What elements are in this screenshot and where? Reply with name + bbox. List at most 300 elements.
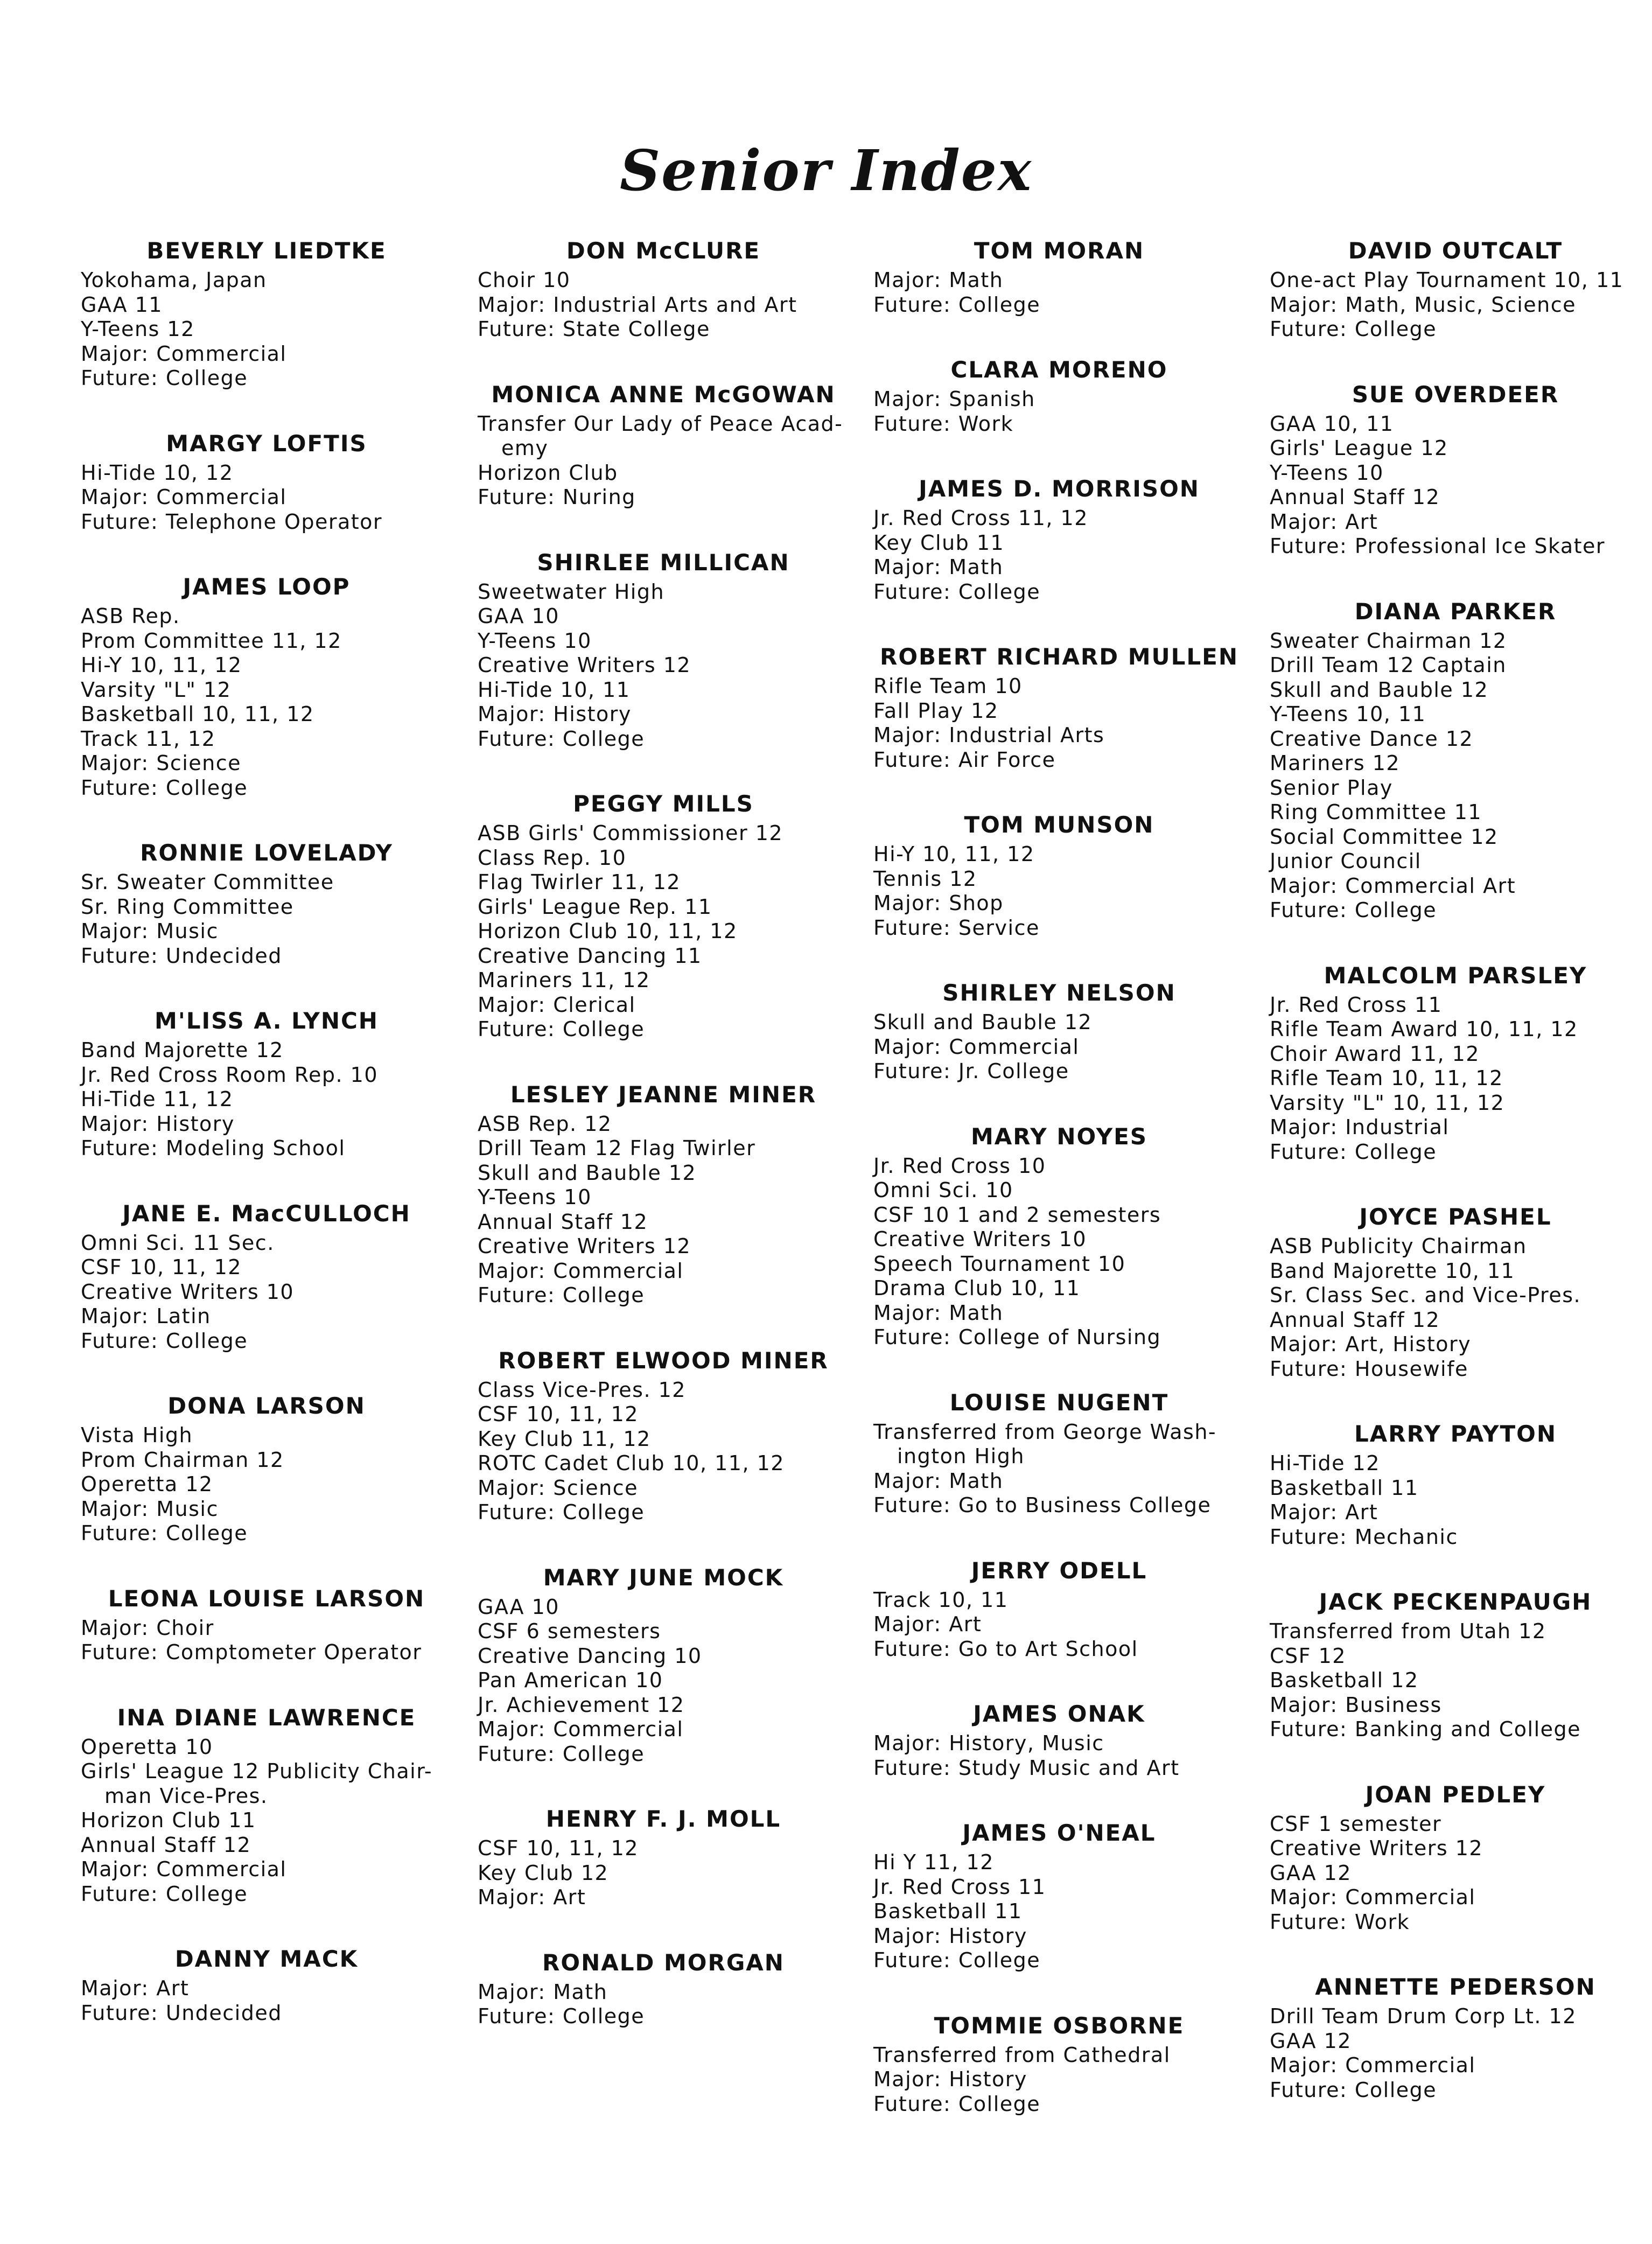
activity-line: Sweetwater High: [478, 579, 665, 604]
activity-line: Major: Commercial: [81, 485, 287, 509]
activity-line: Operetta 10: [81, 1735, 213, 1759]
activity-line: Mariners 11, 12: [478, 968, 650, 992]
senior-name: MARGY LOFTIS: [166, 430, 367, 457]
activity-line: Sr. Ring Committee: [81, 894, 294, 919]
senior-entry: [1270, 961, 1641, 1165]
activity-line: Creative Dancing 11: [478, 943, 702, 968]
senior-name: RONALD MORGAN: [542, 1949, 785, 1976]
activity-line: Hi-Y 10, 11, 12: [81, 653, 242, 677]
activity-line: Omni Sci. 11 Sec.: [81, 1231, 275, 1255]
activity-line: Future: Banking and College: [1270, 1717, 1581, 1741]
activity-line: Future: Professional Ice Skater: [1270, 534, 1606, 558]
senior-activities: [81, 1038, 452, 1161]
activity-line: Y-Teens 10: [478, 1185, 592, 1209]
activity-line: Future: Work: [1270, 1910, 1410, 1934]
activity-line: Creative Writers 10: [81, 1280, 295, 1304]
index-column-4: [1270, 236, 1641, 2102]
senior-entry: [873, 810, 1245, 940]
senior-entry: [81, 1584, 452, 1665]
activity-line: Band Majorette 12: [81, 1038, 284, 1062]
activity-line: Horizon Club 11: [81, 1808, 256, 1832]
senior-activities: [1270, 629, 1641, 923]
activity-line: Future: Jr. College: [873, 1059, 1069, 1083]
activity-line: Future: College: [81, 775, 248, 800]
activity-line: Future: Comptometer Operator: [81, 1640, 422, 1664]
activity-line: Hi-Y 10, 11, 12: [873, 842, 1035, 866]
activity-line: Major: Spanish: [873, 387, 1035, 411]
activity-line: Future: College of Nursing: [873, 1325, 1161, 1349]
activity-line: Mariners 12: [1270, 751, 1401, 775]
senior-name: LARRY PAYTON: [1354, 1421, 1557, 1447]
senior-name: HENRY F. J. MOLL: [545, 1806, 781, 1832]
activity-line: Future: College: [81, 1329, 248, 1353]
senior-entry: [1270, 1419, 1641, 1549]
activity-line: ington High: [897, 1444, 1025, 1468]
activity-line: Transferred from George Wash-: [873, 1420, 1217, 1444]
activity-line: man Vice-Pres.: [104, 1784, 268, 1808]
activity-line: Basketball 10, 11, 12: [81, 702, 314, 726]
activity-line: GAA 11: [81, 292, 163, 317]
senior-activities: [81, 870, 452, 968]
senior-entry: [1270, 1587, 1641, 1742]
activity-line: Major: Math, Music, Science: [1270, 292, 1577, 317]
senior-name: DANNY MACK: [174, 1946, 359, 1972]
activity-line: Drill Team 12 Flag Twirler: [478, 1136, 756, 1160]
senior-name: TOM MORAN: [974, 237, 1145, 264]
senior-name: DON McCLURE: [566, 237, 761, 264]
activity-line: Future: College: [873, 1948, 1041, 1972]
senior-entry: [1270, 236, 1641, 342]
activity-line: Major: Art: [873, 1612, 982, 1636]
senior-activities: [81, 604, 452, 800]
activity-line: Class Vice-Pres. 12: [478, 1378, 686, 1402]
activity-line: ASB Rep. 12: [478, 1111, 612, 1136]
activity-line: Rifle Team Award 10, 11, 12: [1270, 1017, 1578, 1041]
senior-activities: [478, 1378, 849, 1525]
activity-line: Major: Art, History: [1270, 1332, 1472, 1356]
senior-name: MARY JUNE MOCK: [543, 1564, 784, 1591]
senior-name: RONNIE LOVELADY: [140, 840, 393, 866]
senior-name: JANE E. MacCULLOCH: [122, 1200, 411, 1227]
activity-line: Annual Staff 12: [1270, 1308, 1440, 1332]
senior-activities: [81, 1616, 452, 1665]
activity-line: Future: College: [873, 2092, 1041, 2116]
activity-line: Major: Commercial: [873, 1034, 1080, 1059]
activity-line: Key Club 11: [873, 530, 1005, 555]
activity-line: Senior Play: [1270, 775, 1393, 800]
activity-line: Major: History, Music: [873, 1731, 1104, 1755]
activity-line: Future: Telephone Operator: [81, 509, 383, 534]
senior-activities: [1270, 2004, 1641, 2102]
senior-activities: [81, 1423, 452, 1546]
activity-line: Operetta 12: [81, 1472, 213, 1496]
senior-entry: [873, 978, 1245, 1084]
activity-line: Future: College: [478, 1017, 645, 1041]
activity-line: Future: College: [478, 1742, 645, 1766]
activity-line: CSF 12: [1270, 1644, 1346, 1668]
senior-entry: [478, 380, 849, 510]
senior-entry: [478, 1346, 849, 1525]
activity-line: Creative Writers 12: [478, 1234, 691, 1258]
activity-line: Y-Teens 10: [478, 628, 592, 653]
activity-line: Horizon Club 10, 11, 12: [478, 919, 738, 943]
senior-activities: [873, 1850, 1245, 1973]
activity-line: Major: History: [873, 2067, 1027, 2091]
activity-line: CSF 1 semester: [1270, 1812, 1442, 1836]
senior-activities: [873, 1010, 1245, 1084]
activity-line: Major: Choir: [81, 1616, 214, 1640]
activity-line: Future: College: [873, 292, 1041, 317]
senior-name: SHIRLEE MILLICAN: [537, 549, 790, 576]
activity-line: Major: Commercial: [1270, 2053, 1476, 2077]
activity-line: Major: Art: [1270, 1500, 1378, 1524]
activity-line: Future: Go to Art School: [873, 1637, 1138, 1661]
senior-activities: [81, 461, 452, 535]
activity-line: Horizon Club: [478, 460, 618, 485]
senior-activities: [1270, 1619, 1641, 1742]
senior-activities: [1270, 993, 1641, 1165]
senior-name: JOYCE PASHEL: [1359, 1204, 1552, 1230]
activity-line: Future: College: [81, 366, 248, 390]
activity-line: Sr. Class Sec. and Vice-Pres.: [1270, 1283, 1581, 1307]
senior-activities: [1270, 1451, 1641, 1549]
senior-activities: [873, 268, 1245, 317]
activity-line: Hi-Tide 10, 11: [478, 677, 631, 702]
senior-activities: [1270, 268, 1641, 342]
activity-line: Hi-Tide 10, 12: [81, 460, 234, 485]
senior-activities: [1270, 1812, 1641, 1935]
activity-line: GAA 10: [478, 1595, 559, 1619]
activity-line: Track 11, 12: [81, 726, 216, 751]
senior-activities: [1270, 412, 1641, 559]
activity-line: ASB Girls' Commissioner 12: [478, 821, 783, 845]
activity-line: Yokohama, Japan: [81, 268, 267, 292]
senior-entry: [81, 838, 452, 968]
senior-entry: [873, 1556, 1245, 1662]
activity-line: Girls' League Rep. 11: [478, 894, 712, 919]
senior-entry: [873, 1818, 1245, 1973]
activity-line: Major: Commercial: [81, 1857, 287, 1881]
index-column-1: [81, 236, 452, 2025]
senior-name: SUE OVERDEER: [1352, 381, 1559, 408]
senior-name: INA DIANE LAWRENCE: [117, 1704, 416, 1731]
activity-line: Varsity "L" 10, 11, 12: [1270, 1090, 1505, 1115]
page-title: Senior Index: [620, 137, 1032, 204]
senior-activities: [478, 268, 849, 342]
activity-line: Social Committee 12: [1270, 824, 1499, 849]
senior-entry: [873, 2011, 1245, 2117]
activity-line: Major: Latin: [81, 1304, 211, 1328]
senior-activities: [81, 1976, 452, 2025]
activity-line: Future: Study Music and Art: [873, 1756, 1180, 1780]
activity-line: Major: Science: [478, 1476, 639, 1500]
senior-entry: [1270, 1972, 1641, 2102]
activity-line: Future: College: [81, 1521, 248, 1545]
activity-line: Future: Nuring: [478, 485, 636, 509]
activity-line: Band Majorette 10, 11: [1270, 1259, 1515, 1283]
activity-line: Future: College: [478, 1283, 645, 1307]
senior-entry: [81, 1944, 452, 2025]
senior-activities: [81, 268, 452, 391]
activity-line: Future: College: [1270, 898, 1437, 922]
senior-name: MONICA ANNE McGOWAN: [491, 381, 836, 408]
senior-name: ROBERT ELWOOD MINER: [498, 1347, 829, 1374]
activity-line: Transfer Our Lady of Peace Acad-: [478, 411, 843, 436]
activity-line: Jr. Red Cross Room Rep. 10: [81, 1062, 379, 1087]
senior-activities: [478, 412, 849, 510]
activity-line: Pan American 10: [478, 1668, 663, 1692]
activity-line: Track 10, 11: [873, 1588, 1009, 1612]
activity-line: Major: History: [81, 1111, 235, 1136]
activity-line: Major: Science: [81, 751, 242, 775]
activity-line: Creative Dance 12: [1270, 726, 1474, 751]
senior-name: TOM MUNSON: [964, 812, 1154, 838]
activity-line: Major: Clerical: [478, 992, 636, 1017]
senior-entry: [478, 1948, 849, 2029]
senior-name: CLARA MORENO: [950, 356, 1168, 383]
senior-activities: [81, 1735, 452, 1907]
senior-name: MARY NOYES: [970, 1123, 1148, 1150]
activity-line: Future: Undecided: [81, 943, 282, 968]
activity-line: Future: Service: [873, 915, 1040, 940]
senior-activities: [81, 1231, 452, 1354]
senior-name: ANNETTE PEDERSON: [1315, 1974, 1596, 2000]
senior-activities: [873, 842, 1245, 940]
activity-line: Major: Commercial: [81, 341, 287, 366]
activity-line: Annual Staff 12: [1270, 485, 1440, 509]
senior-entry: [478, 789, 849, 1042]
activity-line: Girls' League 12: [1270, 436, 1448, 460]
activity-line: Rifle Team 10: [873, 674, 1023, 698]
activity-line: Major: History: [873, 1924, 1027, 1948]
activity-line: Major: Industrial: [1270, 1115, 1450, 1139]
senior-name: DIANA PARKER: [1354, 598, 1557, 625]
senior-entry: [478, 1563, 849, 1767]
senior-activities: [873, 674, 1245, 772]
senior-entry: [478, 1080, 849, 1308]
senior-name: LEONA LOUISE LARSON: [108, 1585, 425, 1612]
index-column-3: [873, 236, 1245, 2116]
senior-name: JAMES D. MORRISON: [919, 476, 1200, 502]
activity-line: GAA 12: [1270, 2029, 1352, 2053]
senior-entry: [1270, 1780, 1641, 1935]
senior-activities: [873, 1731, 1245, 1780]
senior-entry: [1270, 597, 1641, 923]
senior-entry: [873, 642, 1245, 772]
activity-line: Major: Music: [81, 1497, 219, 1521]
activity-line: Future: College: [873, 579, 1041, 604]
activity-line: Major: Business: [1270, 1693, 1442, 1717]
activity-line: Choir 10: [478, 268, 571, 292]
activity-line: Future: College: [81, 1882, 248, 1906]
activity-line: Prom Committee 11, 12: [81, 628, 342, 653]
activity-line: Major: Industrial Arts and Art: [478, 292, 797, 317]
activity-line: Creative Writers 12: [478, 653, 691, 677]
senior-activities: [873, 506, 1245, 604]
activity-line: Major: Math: [873, 555, 1004, 579]
activity-line: Transferred from Utah 12: [1270, 1619, 1546, 1643]
senior-name: JAMES O'NEAL: [962, 1820, 1156, 1846]
senior-name: JACK PECKENPAUGH: [1319, 1589, 1592, 1615]
activity-line: Major: Commercial: [478, 1259, 684, 1283]
activity-line: Basketball 12: [1270, 1668, 1419, 1692]
activity-line: Class Rep. 10: [478, 845, 627, 870]
senior-activities: [873, 1154, 1245, 1350]
activity-line: Skull and Bauble 12: [1270, 677, 1489, 702]
activity-line: Major: Math: [873, 1301, 1004, 1325]
activity-line: Hi-Tide 11, 12: [81, 1087, 234, 1111]
activity-line: Y-Teens 10, 11: [1270, 702, 1426, 726]
senior-name: ROBERT RICHARD MULLEN: [879, 644, 1238, 670]
activity-line: Hi-Tide 12: [1270, 1451, 1380, 1475]
activity-line: Future: Undecided: [81, 2001, 282, 2025]
activity-line: Future: Work: [873, 411, 1014, 436]
activity-line: Tennis 12: [873, 866, 977, 891]
activity-line: Future: Go to Business College: [873, 1493, 1212, 1517]
senior-activities: [873, 1420, 1245, 1518]
senior-activities: [873, 2043, 1245, 2117]
activity-line: Future: College: [478, 1500, 645, 1524]
activity-line: Major: Industrial Arts: [873, 723, 1105, 747]
activity-line: Varsity "L" 12: [81, 677, 232, 702]
activity-line: Basketball 11: [1270, 1476, 1419, 1500]
activity-line: Hi Y 11, 12: [873, 1850, 994, 1874]
activity-line: ASB Rep.: [81, 604, 180, 628]
activity-line: Drill Team Drum Corp Lt. 12: [1270, 2004, 1577, 2028]
activity-line: Rifle Team 10, 11, 12: [1270, 1066, 1503, 1090]
activity-line: ASB Publicity Chairman: [1270, 1234, 1527, 1258]
senior-name: LESLEY JEANNE MINER: [510, 1081, 817, 1108]
activity-line: Future: Modeling School: [81, 1136, 346, 1160]
senior-name: BEVERLY LIEDTKE: [146, 237, 387, 264]
activity-line: Jr. Red Cross 10: [873, 1154, 1046, 1178]
activity-line: Annual Staff 12: [81, 1833, 251, 1857]
activity-line: One-act Play Tournament 10, 11: [1270, 268, 1624, 292]
senior-entry: [873, 474, 1245, 604]
activity-line: Y-Teens 10: [1270, 460, 1384, 485]
activity-line: Major: History: [478, 702, 632, 726]
senior-entry: [81, 572, 452, 800]
activity-line: Y-Teens 12: [81, 317, 195, 341]
activity-line: Speech Tournament 10: [873, 1252, 1126, 1276]
activity-line: Girls' League 12 Publicity Chair-: [81, 1759, 433, 1783]
activity-line: Annual Staff 12: [478, 1210, 648, 1234]
senior-entry: [1270, 1202, 1641, 1381]
activity-line: Drill Team 12 Captain: [1270, 653, 1507, 677]
activity-line: GAA 10, 11: [1270, 411, 1394, 436]
activity-line: Fall Play 12: [873, 698, 999, 723]
activity-line: CSF 6 semesters: [478, 1619, 661, 1643]
senior-activities: [1270, 1234, 1641, 1381]
activity-line: Sr. Sweater Committee: [81, 870, 334, 894]
activity-line: GAA 12: [1270, 1861, 1352, 1885]
activity-line: Basketball 11: [873, 1899, 1023, 1923]
activity-line: Future: Air Force: [873, 747, 1056, 772]
senior-name: JAMES LOOP: [183, 574, 351, 600]
activity-line: Future: College: [1270, 2078, 1437, 2102]
activity-line: CSF 10 1 and 2 semesters: [873, 1203, 1161, 1227]
senior-name: MALCOLM PARSLEY: [1324, 962, 1587, 989]
senior-name: SHIRLEY NELSON: [942, 980, 1176, 1006]
activity-line: Sweater Chairman 12: [1270, 628, 1507, 653]
activity-line: Major: Math: [873, 268, 1004, 292]
activity-line: Major: Commercial: [478, 1717, 684, 1741]
senior-activities: [478, 580, 849, 752]
senior-name: TOMMIE OSBORNE: [934, 2012, 1185, 2039]
senior-entry: [81, 1703, 452, 1907]
activity-line: CSF 10, 11, 12: [81, 1255, 242, 1279]
activity-line: emy: [501, 436, 549, 460]
activity-line: Ring Committee 11: [1270, 800, 1482, 824]
senior-entry: [873, 1699, 1245, 1780]
activity-line: Creative Dancing 10: [478, 1644, 702, 1668]
senior-entry: [873, 236, 1245, 317]
activity-line: Future: Housewife: [1270, 1357, 1468, 1381]
activity-line: Future: College: [1270, 1140, 1437, 1164]
activity-line: Jr. Red Cross 11: [873, 1875, 1046, 1899]
senior-activities: [478, 1836, 849, 1910]
senior-name: M'LISS A. LYNCH: [155, 1008, 379, 1034]
senior-name: JOAN PEDLEY: [1365, 1781, 1546, 1808]
senior-activities: [873, 1588, 1245, 1662]
senior-entry: [873, 1122, 1245, 1350]
activity-line: Future: College: [478, 726, 645, 751]
activity-line: Future: College: [478, 2004, 645, 2028]
senior-entry: [81, 1199, 452, 1354]
activity-line: Future: College: [1270, 317, 1437, 341]
activity-line: ROTC Cadet Club 10, 11, 12: [478, 1451, 785, 1475]
activity-line: Key Club 12: [478, 1861, 609, 1885]
activity-line: GAA 10: [478, 604, 559, 628]
senior-entry: [1270, 380, 1641, 559]
senior-activities: [478, 1980, 849, 2029]
senior-entry: [81, 1006, 452, 1161]
activity-line: Major: Commercial: [1270, 1885, 1476, 1909]
senior-entry: [81, 429, 452, 535]
activity-line: Omni Sci. 10: [873, 1178, 1013, 1202]
senior-name: DAVID OUTCALT: [1348, 237, 1563, 264]
senior-activities: [478, 1112, 849, 1308]
activity-line: Creative Writers 10: [873, 1227, 1087, 1251]
senior-name: DONA LARSON: [167, 1393, 366, 1419]
senior-entry: [81, 1391, 452, 1546]
activity-line: Skull and Bauble 12: [478, 1161, 697, 1185]
senior-activities: [478, 821, 849, 1042]
activity-line: Choir Award 11, 12: [1270, 1041, 1480, 1066]
senior-entry: [873, 355, 1245, 436]
activity-line: Jr. Achievement 12: [478, 1693, 685, 1717]
activity-line: Prom Chairman 12: [81, 1448, 284, 1472]
activity-line: Drama Club 10, 11: [873, 1276, 1081, 1300]
activity-line: Future: State College: [478, 317, 710, 341]
senior-activities: [873, 387, 1245, 436]
activity-line: Major: Math: [873, 1469, 1004, 1493]
activity-line: CSF 10, 11, 12: [478, 1402, 639, 1426]
senior-entry: [478, 236, 849, 342]
activity-line: Major: Art: [81, 1976, 190, 2000]
activity-line: Jr. Red Cross 11: [1270, 992, 1443, 1017]
activity-line: Flag Twirler 11, 12: [478, 870, 681, 894]
activity-line: Junior Council: [1270, 849, 1422, 873]
activity-line: Major: Math: [478, 1980, 608, 2004]
senior-entry: [478, 548, 849, 752]
activity-line: Major: Shop: [873, 891, 1004, 915]
activity-line: Skull and Bauble 12: [873, 1010, 1093, 1034]
activity-line: Major: Commercial Art: [1270, 873, 1516, 898]
activity-line: Major: Music: [81, 919, 219, 943]
senior-name: PEGGY MILLS: [573, 791, 754, 817]
activity-line: Key Club 11, 12: [478, 1427, 651, 1451]
